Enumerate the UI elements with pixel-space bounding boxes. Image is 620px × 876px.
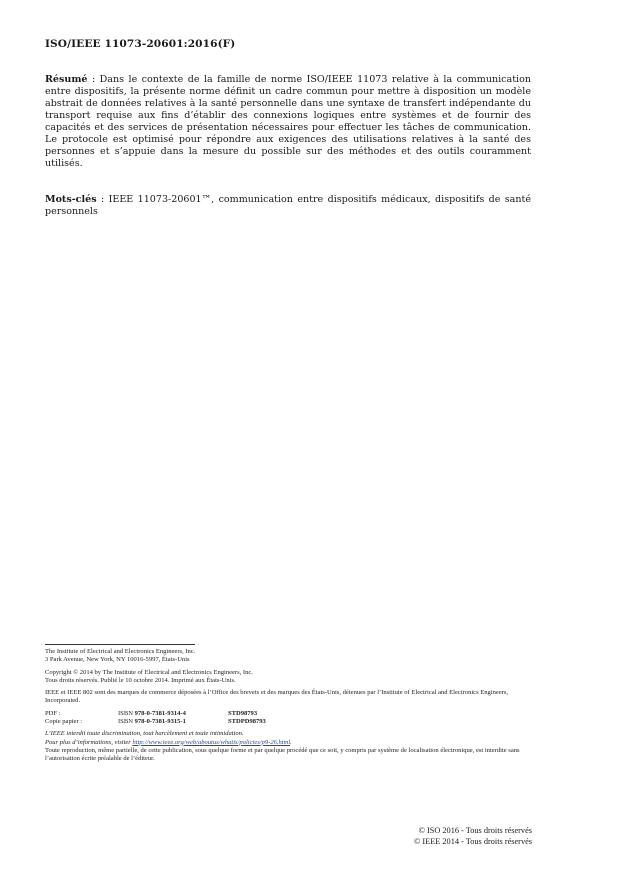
publisher-address [45,648,533,665]
keywords-text: IEEE 11073-20601™, communication entre dispositifs médicaux, dispositifs de santé personnels [45,194,531,217]
keywords-label: Mots-clés [45,194,97,205]
keywords-paragraph [45,194,531,218]
isbn-format-label: PDF : [45,709,61,717]
abstract-text: Dans le contexte de la famille de norme ISO/IEEE 11073 relative à la communication entre dispositifs, la présente norme définit un cadre commun pour mettre à disposition un modèle abstrait de données relatives à la santé personnelle dans une syntaxe de transfert indépendante du transport requise aux fins d’établir des connexions logiques entre systèmes et de fournir des capacités et des services de présentation nécessaires pour effectuer les tâches de communication. Le protocole est optimisé pour répondre aux exigences des utilisations relatives à la santé des personnes et s’appuie dans la mesure du possible sur des méthodes et des outils couramment utilisés. [45,74,531,169]
iso-copyright: © ISO 2016 - Tous droits réservés [418,826,532,835]
copyright-line-1: Copyright © 2014 by The Institute of Electrical and Electronics Engineers, Inc. [45,668,253,676]
policy-line-1: L’IEEE interdit toute discrimination, tout harcèlement et toute intimidation. [45,730,244,738]
reproduction-notice: Toute reproduction, même partielle, de cette publication, sous quelque forme et par quelque procédé que ce soit, y compris par système de localisation électronique, est interdite sans l’autorisation écrite préalable de l’éditeur. [45,746,520,763]
isbn-row-pdf [45,710,533,718]
abstract-label: Résumé [45,74,88,85]
policy-notice [45,730,533,763]
isbn-format-label: Copie papier : [45,718,83,726]
abstract-separator: : [87,74,100,85]
policy-link[interactable]: http://www.ieee.org/web/aboutus/whatis/policies/p9-26.html [132,738,291,746]
document-id: ISO/IEEE 11073-20601:2016(F) [45,38,236,50]
address-line-2: 3 Park Avenue, New York, NY 10016-5997, États-Unis [45,656,190,664]
isbn-value: ISBN 978-0-7381-9314-4 [118,709,186,717]
policy-line-2: Pour plus d’informations, visiter http://www.ieee.org/web/aboutus/whatis/policies/p9-26.html. [45,738,292,746]
publisher-footer [45,644,533,764]
isbn-block [45,710,533,727]
isbn-value: ISBN 978-0-7381-9315-1 [118,718,186,726]
std-number: STDPD98793 [228,718,266,726]
keywords-separator: : [96,194,109,205]
footer-divider [45,644,195,645]
copyright-block [414,825,532,847]
abstract-paragraph [45,74,531,170]
isbn-row-print [45,718,533,726]
copyright-notice [45,669,533,686]
std-number: STD98793 [228,709,258,717]
trademark-notice: IEEE et IEEE 802 sont des marques de commerce déposées à l’Office des brevets et des marques des États-Unis, détenues par l’Institute of Electrical and Electronics Engineers, Incorporated. [45,689,509,705]
copyright-line-2: Tous droits réservés. Publié le 10 octobre 2014. Imprimé aux États-Unis. [45,676,236,684]
address-line-1: The Institute of Electrical and Electronics Engineers, Inc. [45,648,196,655]
ieee-copyright: © IEEE 2014 - Tous droits réservés [413,837,532,846]
